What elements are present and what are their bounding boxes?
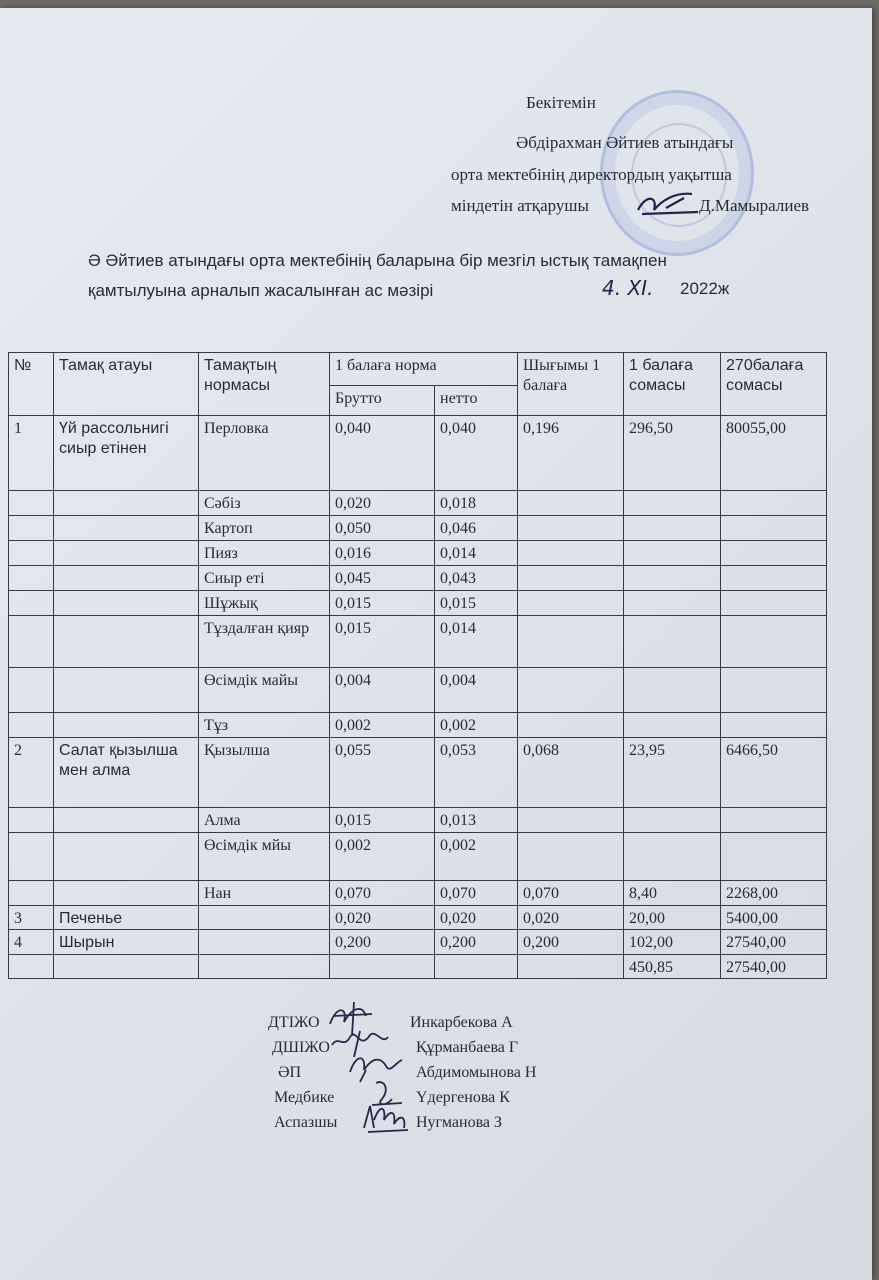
table-cell: Алма bbox=[199, 808, 330, 833]
table-cell bbox=[721, 591, 827, 616]
table-cell: 0,020 bbox=[435, 906, 518, 930]
table-cell: 0,200 bbox=[518, 930, 624, 955]
table-row bbox=[9, 738, 827, 808]
table-cell: 0,015 bbox=[330, 616, 435, 668]
signer-name: Абдимомынова Н bbox=[416, 1064, 537, 1081]
table-cell: Өсімдік майы bbox=[199, 668, 330, 713]
table-row bbox=[9, 566, 827, 591]
table-cell: 20,00 bbox=[624, 906, 721, 930]
table-cell bbox=[9, 668, 54, 713]
table-row bbox=[9, 930, 827, 955]
table-cell: 0,020 bbox=[330, 906, 435, 930]
signer-role: Аспазшы bbox=[274, 1114, 338, 1131]
table-cell bbox=[518, 516, 624, 541]
table-cell: 0,020 bbox=[330, 491, 435, 516]
table-cell: 2 bbox=[9, 738, 54, 808]
table-row bbox=[9, 906, 827, 930]
table-cell: 0,050 bbox=[330, 516, 435, 541]
table-cell: 0,002 bbox=[435, 833, 518, 881]
table-cell bbox=[721, 833, 827, 881]
table-cell: 0,016 bbox=[330, 541, 435, 566]
table-cell: 0,002 bbox=[330, 833, 435, 881]
table-cell bbox=[54, 713, 199, 738]
date-year: 2022ж bbox=[680, 279, 730, 298]
table-cell bbox=[199, 930, 330, 955]
table-cell: 0,200 bbox=[435, 930, 518, 955]
document-title bbox=[88, 246, 667, 306]
table-cell: 0,043 bbox=[435, 566, 518, 591]
table-cell: 0,013 bbox=[435, 808, 518, 833]
header-brutto: Брутто bbox=[330, 386, 435, 416]
table-row bbox=[9, 808, 827, 833]
table-cell bbox=[330, 955, 435, 979]
table-cell bbox=[9, 566, 54, 591]
table-cell: 0,053 bbox=[435, 738, 518, 808]
table-cell: Нан bbox=[199, 881, 330, 906]
table-row bbox=[9, 955, 827, 979]
menu-table bbox=[8, 352, 827, 979]
table-cell bbox=[624, 566, 721, 591]
table-cell: Пияз bbox=[199, 541, 330, 566]
table-cell: 0,014 bbox=[435, 541, 518, 566]
table-cell bbox=[624, 713, 721, 738]
table-cell bbox=[624, 668, 721, 713]
table-cell bbox=[54, 881, 199, 906]
table-cell: 0,002 bbox=[330, 713, 435, 738]
table-row bbox=[9, 541, 827, 566]
table-cell: 0,068 bbox=[518, 738, 624, 808]
table-cell bbox=[54, 955, 199, 979]
table-cell bbox=[54, 668, 199, 713]
table-row bbox=[9, 591, 827, 616]
table-cell: Тұз bbox=[199, 713, 330, 738]
table-cell: 5400,00 bbox=[721, 906, 827, 930]
header-sum-270: 270балаға сомасы bbox=[721, 353, 827, 416]
table-cell bbox=[624, 808, 721, 833]
table-cell: 0,004 bbox=[435, 668, 518, 713]
table-cell bbox=[624, 516, 721, 541]
signer-role: Медбике bbox=[274, 1089, 335, 1106]
table-cell: 0,002 bbox=[435, 713, 518, 738]
table-row bbox=[9, 516, 827, 541]
header-output: Шығымы 1 балаға bbox=[518, 353, 624, 416]
table-cell: 0,020 bbox=[518, 906, 624, 930]
approval-line-2: Әбдірахман Әйтиев атындағы bbox=[516, 133, 734, 152]
table-cell bbox=[9, 833, 54, 881]
table-row bbox=[9, 416, 827, 491]
table-cell: 0,046 bbox=[435, 516, 518, 541]
table-cell: 0,070 bbox=[435, 881, 518, 906]
table-cell: 80055,00 bbox=[721, 416, 827, 491]
signature bbox=[360, 1102, 422, 1138]
header-number: № bbox=[9, 353, 54, 416]
header-sum-one: 1 балаға сомасы bbox=[624, 353, 721, 416]
table-cell bbox=[518, 591, 624, 616]
table-cell bbox=[518, 808, 624, 833]
table-cell bbox=[721, 713, 827, 738]
director-signature bbox=[632, 186, 702, 222]
header-netto: нетто bbox=[435, 386, 518, 416]
table-cell bbox=[518, 491, 624, 516]
table-cell: 23,95 bbox=[624, 738, 721, 808]
table-cell: Тұздалған қияр bbox=[199, 616, 330, 668]
table-cell bbox=[624, 491, 721, 516]
table-cell: 3 bbox=[9, 906, 54, 930]
table-cell bbox=[54, 808, 199, 833]
table-cell: 450,85 bbox=[624, 955, 721, 979]
signer-name: Үдергенова К bbox=[416, 1089, 510, 1106]
table-cell: 0,055 bbox=[330, 738, 435, 808]
table-cell bbox=[9, 491, 54, 516]
table-cell bbox=[9, 713, 54, 738]
table-cell bbox=[518, 541, 624, 566]
table-cell: Перловка bbox=[199, 416, 330, 491]
table-cell bbox=[721, 616, 827, 668]
table-cell bbox=[54, 541, 199, 566]
table-cell bbox=[54, 833, 199, 881]
table-cell bbox=[435, 955, 518, 979]
table-cell bbox=[54, 516, 199, 541]
signer-role: ДТІЖО bbox=[268, 1014, 320, 1031]
table-row bbox=[9, 491, 827, 516]
header-per-child-norm: 1 балаға норма bbox=[330, 353, 518, 386]
table-cell bbox=[54, 616, 199, 668]
table-cell: 2268,00 bbox=[721, 881, 827, 906]
table-cell: 0,070 bbox=[518, 881, 624, 906]
table-cell bbox=[518, 955, 624, 979]
table-cell bbox=[54, 591, 199, 616]
table-cell bbox=[9, 591, 54, 616]
table-cell bbox=[721, 668, 827, 713]
table-cell: 0,015 bbox=[330, 808, 435, 833]
title-line-1: Ә Әйтиев атындағы орта мектебінің баларына бір мезгіл ыстық тамақпен bbox=[88, 251, 667, 270]
table-cell: Картоп bbox=[199, 516, 330, 541]
table-cell: Печенье bbox=[54, 906, 199, 930]
signer-name: Нугманова З bbox=[416, 1114, 503, 1131]
table-cell bbox=[518, 713, 624, 738]
table-cell: Сиыр еті bbox=[199, 566, 330, 591]
table-row bbox=[9, 713, 827, 738]
table-cell bbox=[721, 541, 827, 566]
header-food-norm: Тамақтың нормасы bbox=[199, 353, 330, 416]
table-cell: 0,070 bbox=[330, 881, 435, 906]
table-row bbox=[9, 833, 827, 881]
table-cell bbox=[518, 566, 624, 591]
table-cell bbox=[624, 591, 721, 616]
table-cell bbox=[624, 541, 721, 566]
table-cell: 0,200 bbox=[330, 930, 435, 955]
table-cell bbox=[518, 616, 624, 668]
table-cell: Шұжық bbox=[199, 591, 330, 616]
table-cell: 0,015 bbox=[330, 591, 435, 616]
table-cell: 0,004 bbox=[330, 668, 435, 713]
table-cell: 4 bbox=[9, 930, 54, 955]
table-cell bbox=[518, 668, 624, 713]
table-cell bbox=[9, 616, 54, 668]
signer-name: Инкарбекова А bbox=[410, 1014, 513, 1031]
table-cell bbox=[9, 881, 54, 906]
table-cell: Сәбіз bbox=[199, 491, 330, 516]
table-cell bbox=[721, 491, 827, 516]
table-row bbox=[9, 881, 827, 906]
table-cell: 0,045 bbox=[330, 566, 435, 591]
table-cell bbox=[54, 491, 199, 516]
table-cell bbox=[721, 808, 827, 833]
table-cell bbox=[9, 541, 54, 566]
table-cell: 0,014 bbox=[435, 616, 518, 668]
table-cell: 0,018 bbox=[435, 491, 518, 516]
table-cell: 0,040 bbox=[330, 416, 435, 491]
table-cell bbox=[721, 516, 827, 541]
table-cell: 0,015 bbox=[435, 591, 518, 616]
approval-heading: Бекітемін bbox=[526, 93, 596, 112]
table-cell bbox=[199, 906, 330, 930]
approval-line-4-prefix: міндетін атқарушы bbox=[451, 196, 589, 215]
table-cell: 296,50 bbox=[624, 416, 721, 491]
table-cell: 6466,50 bbox=[721, 738, 827, 808]
date-handwritten: 4. XI. bbox=[602, 276, 654, 300]
table-cell: Өсімдік мйы bbox=[199, 833, 330, 881]
table-cell: 27540,00 bbox=[721, 930, 827, 955]
header-dish-name: Тамақ атауы bbox=[54, 353, 199, 416]
table-cell: Қызылша bbox=[199, 738, 330, 808]
approval-director-name: Д.Мамыралиев bbox=[699, 196, 810, 215]
table-cell: Үй рассольнигі сиыр етінен bbox=[54, 416, 199, 491]
table-cell bbox=[9, 808, 54, 833]
table-cell bbox=[9, 955, 54, 979]
table-cell bbox=[624, 833, 721, 881]
table-cell: 1 bbox=[9, 416, 54, 491]
table-cell: 8,40 bbox=[624, 881, 721, 906]
table-cell: 102,00 bbox=[624, 930, 721, 955]
title-line-2: қамтылуына арналып жасалынған ас мәзірі bbox=[88, 281, 434, 300]
table-cell bbox=[721, 566, 827, 591]
table-cell bbox=[9, 516, 54, 541]
table-row bbox=[9, 668, 827, 713]
approval-line-3: орта мектебінің директордың уақытша bbox=[451, 165, 732, 184]
signer-name: Құрманбаева Г bbox=[416, 1039, 519, 1056]
table-cell bbox=[518, 833, 624, 881]
table-cell: 27540,00 bbox=[721, 955, 827, 979]
table-cell: Шырын bbox=[54, 930, 199, 955]
table-cell bbox=[54, 566, 199, 591]
table-cell bbox=[624, 616, 721, 668]
table-cell: 0,040 bbox=[435, 416, 518, 491]
table-cell bbox=[199, 955, 330, 979]
table-row bbox=[9, 616, 827, 668]
table-cell: Салат қызылша мен алма bbox=[54, 738, 199, 808]
signer-role: ДШІЖО bbox=[272, 1039, 330, 1056]
table-cell: 0,196 bbox=[518, 416, 624, 491]
signer-role: ӘП bbox=[278, 1064, 302, 1081]
